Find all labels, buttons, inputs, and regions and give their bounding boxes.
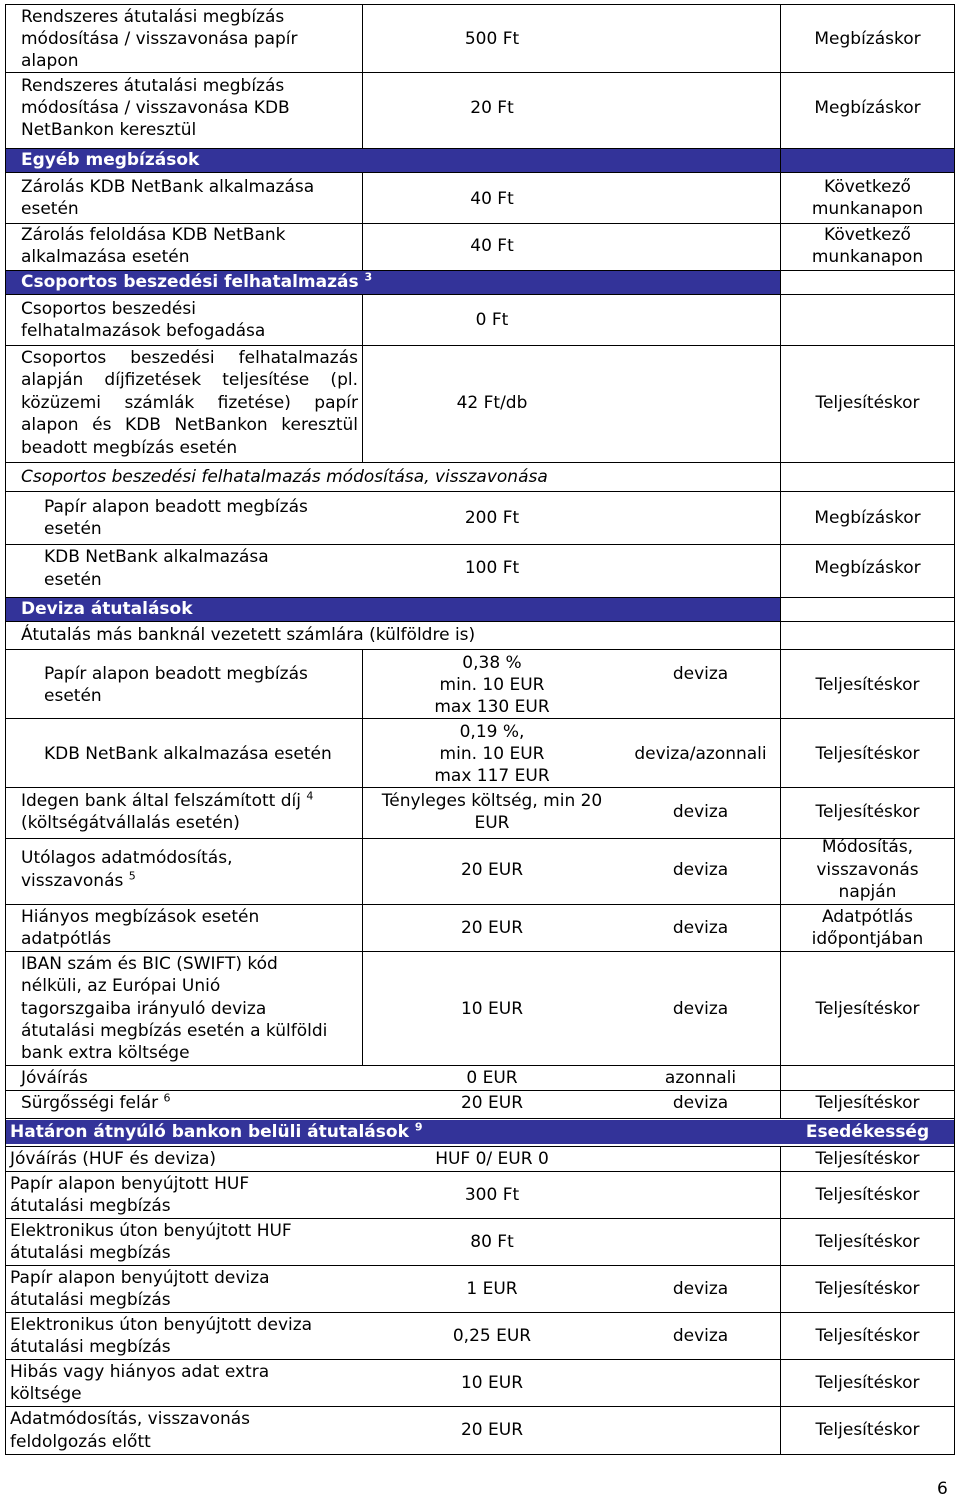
row-label: feldolgozás előtt [10,1432,151,1452]
section-heading-deviza: Deviza átutalások [21,599,193,619]
rule [5,72,954,73]
due-value: Következő [824,225,911,245]
due-value: napján [838,882,897,902]
fee-value: 20 Ft [470,98,514,118]
row-label: Papír alapon benyújtott deviza [10,1268,270,1288]
row-label: Zárolás feloldása KDB NetBank [21,225,286,245]
row-label: Rendszeres átutalási megbízás [21,7,285,27]
row-label: (költségátvállalás esetén) [21,813,240,833]
row-label: Rendszeres átutalási megbízás [21,76,285,96]
row-label: Hibás vagy hiányos adat extra [10,1362,270,1382]
row-label: átutalási megbízás [10,1337,171,1357]
rule [5,1171,954,1172]
rule [5,1065,954,1066]
row-label: alapon és KDB NetBankon keresztül [21,415,358,435]
row-label: Hiányos megbízások esetén [21,907,260,927]
fee-value: 20 EUR [460,918,524,938]
fee-value: 20 EUR [460,1420,524,1440]
rule [5,951,954,952]
value-date: deviza [672,999,729,1019]
rule [5,491,954,492]
row-label: Zárolás KDB NetBank alkalmazása [21,177,315,197]
row-label [21,870,136,892]
due-value: Megbízáskor [814,29,921,49]
fee-value: 0,25 EUR [452,1326,532,1346]
fee-value: 500 Ft [464,29,520,49]
fee-value: 200 Ft [464,508,520,528]
rule [5,787,954,788]
row-label: átutalási megbízás [10,1290,171,1310]
row-label: bank extra költsége [21,1043,190,1063]
row-label: Elektronikus úton benyújtott deviza [10,1315,313,1335]
row-label: Papír alapon benyújtott HUF [10,1174,250,1194]
row-label: költsége [10,1384,82,1404]
fee-value: 0 EUR [466,1068,518,1088]
rule [5,1090,954,1091]
fee-value: 0,38 % [462,653,522,673]
due-value: Teljesítéskor [815,1373,920,1393]
row-label: átutalási megbízás [10,1196,171,1216]
rule [5,1146,954,1147]
footnote-mark: 4 [306,789,314,803]
fee-value: min. 10 EUR [439,675,545,695]
row-label: esetén [44,519,102,539]
rule [5,4,954,5]
rule [5,462,954,463]
rule [5,294,954,295]
due-value: Teljesítéskor [815,1232,920,1252]
rule [5,1312,954,1313]
value-date: deviza [672,1093,729,1113]
fee-value: 42 Ft/db [456,393,528,413]
row-label: NetBankon keresztül [21,120,197,140]
row-label [21,1092,171,1114]
row-label: tagorszgaiba irányuló deviza [21,999,267,1019]
rule [5,649,954,650]
value-date: azonnali [664,1068,737,1088]
rule [5,544,954,545]
fee-value: 80 Ft [470,1232,514,1252]
footnote-mark: 5 [128,869,136,883]
rule [5,621,954,622]
row-label: Elektronikus úton benyújtott HUF [10,1221,292,1241]
fee-value: max 130 EUR [434,697,550,717]
row-label: esetén [21,199,79,219]
row-label: alapon [21,51,79,71]
fee-value: 20 EUR [460,1093,524,1113]
row-label: Csoportos beszedési felhatalmazás [21,348,358,368]
fee-value: 10 EUR [460,1373,524,1393]
fee-value: EUR [474,813,510,833]
fee-value: min. 10 EUR [439,744,545,764]
fee-value: 1 EUR [466,1279,518,1299]
row-label: átutalási megbízás esetén a külföldi [21,1021,328,1041]
rule [362,4,363,148]
fee-value: 300 Ft [464,1185,520,1205]
row-label: esetén [44,686,102,706]
due-value: Teljesítéskor [815,675,920,695]
heading-text: Határon átnyúló bankon belüli átutalások [10,1122,409,1142]
due-value: Teljesítéskor [815,1279,920,1299]
row-label: Papír alapon beadott megbízás [44,497,308,517]
row-label: átutalási megbízás [10,1243,171,1263]
due-value: Teljesítéskor [815,802,920,822]
footnote-mark: 6 [163,1091,171,1105]
due-column-heading: Esedékesség [805,1122,930,1142]
fee-value: 10 EUR [460,999,524,1019]
row-label: esetén [44,570,102,590]
due-value: Teljesítéskor [815,1149,920,1169]
due-value: Teljesítéskor [815,1093,920,1113]
due-value: Módosítás, [821,837,914,857]
row-label: KDB NetBank alkalmazása esetén [44,744,332,764]
row-label: KDB NetBank alkalmazása [44,547,269,567]
due-value: Megbízáskor [814,508,921,528]
value-date: deviza [672,664,729,684]
row-label: módosítása / visszavonása KDB [21,98,290,118]
due-value: munkanapon [811,247,924,267]
row-label: beadott megbízás esetén [21,438,238,458]
rule [5,1406,954,1407]
row-label: Jóváírás (HUF és deviza) [10,1149,217,1169]
value-date: deviza [672,1326,729,1346]
fee-value: Tényleges költség, min 20 [381,791,603,811]
fee-value: 40 Ft [470,189,514,209]
rule [5,1359,954,1360]
footnote-mark: 3 [364,270,373,284]
due-value: munkanapon [811,199,924,219]
rule [5,904,954,905]
modification-title: Csoportos beszedési felhatalmazás módosítása, visszavonása [21,467,548,487]
deviza-subheading: Átutalás más banknál vezetett számlára (külföldre is) [21,625,476,645]
due-value: Teljesítéskor [815,999,920,1019]
due-value: Teljesítéskor [815,1420,920,1440]
rule [954,4,955,1455]
value-date: deviza [672,918,729,938]
fee-value: 20 EUR [460,860,524,880]
label-text: visszavonás [21,871,124,891]
rule [5,1218,954,1219]
rule [5,345,954,346]
due-value: visszavonás [816,860,919,880]
row-label: Jóváírás [21,1068,88,1088]
fee-value: 0 Ft [475,310,509,330]
row-label: alkalmazása esetén [21,247,190,267]
due-value: Teljesítéskor [815,744,920,764]
fee-value: HUF 0/ EUR 0 [435,1149,549,1169]
row-label: adatpótlás [21,929,112,949]
fee-value: 40 Ft [470,236,514,256]
row-label: közüzemi számlák fizetése) papír [21,393,358,413]
row-label: Papír alapon beadott megbízás [44,664,308,684]
row-label: Csoportos beszedési [21,299,196,319]
rule [5,1118,954,1119]
rule [5,4,6,1455]
heading-text: Csoportos beszedési felhatalmazás [21,272,359,292]
value-date: deviza [672,860,729,880]
fee-value: 100 Ft [464,558,520,578]
value-date: deviza [672,1279,729,1299]
due-value: Teljesítéskor [815,393,920,413]
row-label: Utólagos adatmódosítás, [21,848,233,868]
section-heading-csoportos [21,271,372,293]
row-label [21,790,313,812]
fee-value: max 117 EUR [434,766,550,786]
due-value: Teljesítéskor [815,1185,920,1205]
section-heading-hataron [10,1121,422,1143]
due-value: Következő [824,177,911,197]
rule [5,1454,954,1455]
rule [5,718,954,719]
row-label: alapján díjfizetések teljesítése (pl. [21,370,358,390]
row-label: nélküli, az Európai Unió [21,976,221,996]
due-value: Megbízáskor [814,98,921,118]
label-text: Sürgősségi felár [21,1093,159,1113]
label-text: Idegen bank által felszámított díj [21,791,301,811]
fee-value: 0,19 %, [459,722,525,742]
due-value: Adatpótlás [821,907,914,927]
due-value: Teljesítéskor [815,1326,920,1346]
row-label: felhatalmazások befogadása [21,321,266,341]
row-label: Adatmódosítás, visszavonás [10,1409,251,1429]
rule [5,1265,954,1266]
due-value: időpontjában [811,929,924,949]
value-date: deviza [672,802,729,822]
page-number: 6 [937,1479,948,1499]
rule [5,172,954,173]
value-date: deviza/azonnali [634,744,767,764]
footnote-mark: 9 [414,1120,423,1134]
row-label: IBAN szám és BIC (SWIFT) kód [21,954,278,974]
due-value: Megbízáskor [814,558,921,578]
row-label: módosítása / visszavonása papír [21,29,298,49]
section-heading-egyeb: Egyéb megbízások [21,150,200,170]
